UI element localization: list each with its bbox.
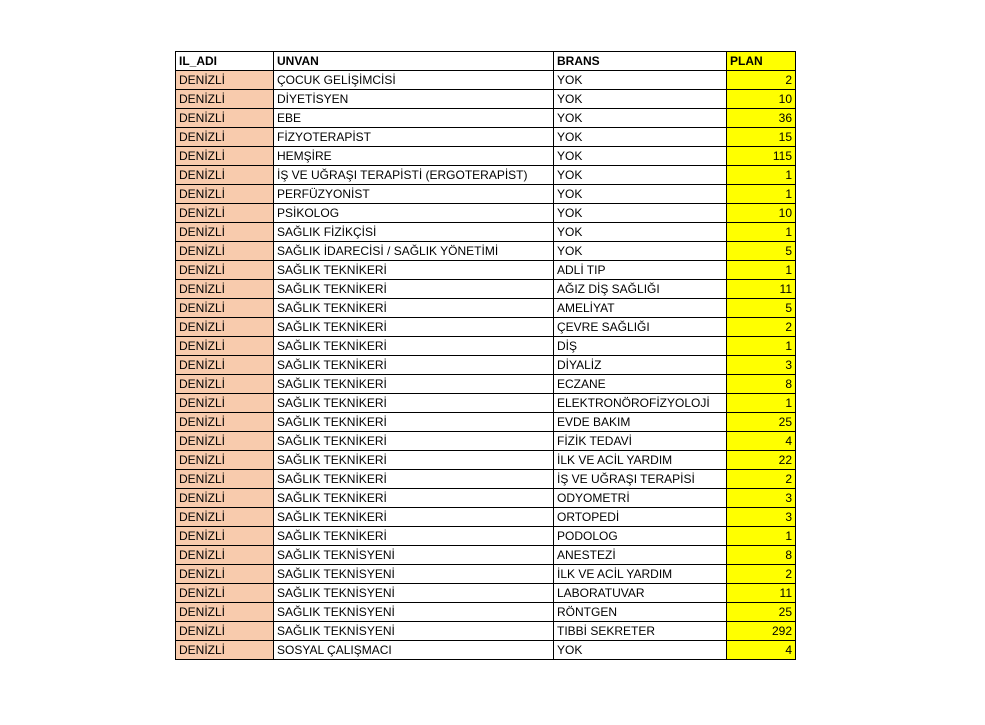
cell-plan[interactable]: 36 (727, 109, 796, 128)
header-brans[interactable]: BRANS (554, 52, 727, 71)
cell-unvan[interactable]: DİYETİSYEN (274, 90, 554, 109)
cell-unvan[interactable]: SAĞLIK TEKNİKERİ (274, 261, 554, 280)
cell-plan[interactable]: 8 (727, 375, 796, 394)
header-plan[interactable]: PLAN (727, 52, 796, 71)
cell-unvan[interactable]: SAĞLIK TEKNİKERİ (274, 299, 554, 318)
cell-brans[interactable]: ADLİ TIP (554, 261, 727, 280)
cell-plan[interactable]: 15 (727, 128, 796, 147)
cell-plan[interactable]: 292 (727, 622, 796, 641)
cell-il-adi[interactable]: DENİZLİ (176, 128, 274, 147)
table-row (176, 641, 796, 660)
cell-il-adi[interactable]: DENİZLİ (176, 584, 274, 603)
cell-unvan[interactable]: SAĞLIK TEKNİKERİ (274, 337, 554, 356)
table-row (176, 147, 796, 166)
cell-unvan[interactable]: SAĞLIK TEKNİKERİ (274, 470, 554, 489)
cell-il-adi[interactable]: DENİZLİ (176, 603, 274, 622)
cell-plan[interactable]: 4 (727, 641, 796, 660)
cell-unvan[interactable]: PERFÜZYONİST (274, 185, 554, 204)
cell-brans[interactable]: EVDE BAKIM (554, 413, 727, 432)
cell-brans[interactable]: İŞ VE UĞRAŞI TERAPİSİ (554, 470, 727, 489)
table-row (176, 223, 796, 242)
cell-brans[interactable]: YOK (554, 185, 727, 204)
cell-il-adi[interactable]: DENİZLİ (176, 622, 274, 641)
table-row (176, 546, 796, 565)
cell-brans[interactable]: YOK (554, 223, 727, 242)
cell-plan[interactable]: 1 (727, 166, 796, 185)
cell-plan[interactable]: 3 (727, 356, 796, 375)
cell-il-adi[interactable]: DENİZLİ (176, 527, 274, 546)
cell-il-adi[interactable]: DENİZLİ (176, 413, 274, 432)
cell-unvan[interactable]: SAĞLIK TEKNİSYENİ (274, 622, 554, 641)
header-unvan[interactable]: UNVAN (274, 52, 554, 71)
table-row (176, 584, 796, 603)
cell-unvan[interactable]: SAĞLIK TEKNİSYENİ (274, 546, 554, 565)
cell-plan[interactable]: 2 (727, 318, 796, 337)
table-row (176, 356, 796, 375)
cell-il-adi[interactable]: DENİZLİ (176, 71, 274, 90)
table-row (176, 432, 796, 451)
cell-unvan[interactable]: SAĞLIK TEKNİKERİ (274, 356, 554, 375)
cell-brans[interactable]: DİŞ (554, 337, 727, 356)
cell-plan[interactable]: 1 (727, 185, 796, 204)
cell-il-adi[interactable]: DENİZLİ (176, 147, 274, 166)
cell-plan[interactable]: 8 (727, 546, 796, 565)
cell-plan[interactable]: 22 (727, 451, 796, 470)
table-row (176, 166, 796, 185)
table-row (176, 318, 796, 337)
table-row (176, 128, 796, 147)
cell-plan[interactable]: 11 (727, 280, 796, 299)
table-row (176, 508, 796, 527)
cell-plan[interactable]: 1 (727, 223, 796, 242)
cell-brans[interactable]: YOK (554, 166, 727, 185)
cell-plan[interactable]: 2 (727, 470, 796, 489)
cell-plan[interactable]: 10 (727, 204, 796, 223)
cell-brans[interactable]: DİYALİZ (554, 356, 727, 375)
header-il-adi[interactable]: IL_ADI (176, 52, 274, 71)
cell-brans[interactable]: AMELİYAT (554, 299, 727, 318)
cell-unvan[interactable]: SAĞLIK İDARECİSİ / SAĞLIK YÖNETİMİ (274, 242, 554, 261)
cell-unvan[interactable]: SAĞLIK TEKNİSYENİ (274, 584, 554, 603)
cell-il-adi[interactable]: DENİZLİ (176, 261, 274, 280)
cell-brans[interactable]: İLK VE ACİL YARDIM (554, 451, 727, 470)
cell-brans[interactable]: ECZANE (554, 375, 727, 394)
cell-unvan[interactable]: İŞ VE UĞRAŞI TERAPİSTİ (ERGOTERAPİST) (274, 166, 554, 185)
table-row (176, 261, 796, 280)
cell-plan[interactable]: 4 (727, 432, 796, 451)
cell-il-adi[interactable]: DENİZLİ (176, 470, 274, 489)
cell-unvan[interactable]: SAĞLIK FİZİKÇİSİ (274, 223, 554, 242)
cell-il-adi[interactable]: DENİZLİ (176, 223, 274, 242)
cell-brans[interactable]: YOK (554, 204, 727, 223)
cell-plan[interactable]: 2 (727, 71, 796, 90)
cell-unvan[interactable]: EBE (274, 109, 554, 128)
table-row (176, 90, 796, 109)
cell-brans[interactable]: YOK (554, 641, 727, 660)
cell-unvan[interactable]: SAĞLIK TEKNİKERİ (274, 413, 554, 432)
cell-unvan[interactable]: SAĞLIK TEKNİKERİ (274, 394, 554, 413)
cell-brans[interactable]: FİZİK TEDAVİ (554, 432, 727, 451)
cell-il-adi[interactable]: DENİZLİ (176, 394, 274, 413)
cell-brans[interactable]: LABORATUVAR (554, 584, 727, 603)
cell-il-adi[interactable]: DENİZLİ (176, 375, 274, 394)
cell-il-adi[interactable]: DENİZLİ (176, 451, 274, 470)
table-row (176, 280, 796, 299)
cell-brans[interactable]: YOK (554, 71, 727, 90)
cell-il-adi[interactable]: DENİZLİ (176, 280, 274, 299)
table-row (176, 337, 796, 356)
cell-unvan[interactable]: FİZYOTERAPİST (274, 128, 554, 147)
cell-plan[interactable]: 3 (727, 508, 796, 527)
cell-brans[interactable]: YOK (554, 242, 727, 261)
cell-il-adi[interactable]: DENİZLİ (176, 565, 274, 584)
table-row (176, 527, 796, 546)
cell-unvan[interactable]: SAĞLIK TEKNİSYENİ (274, 603, 554, 622)
cell-brans[interactable]: ÇEVRE SAĞLIĞI (554, 318, 727, 337)
table-row (176, 622, 796, 641)
cell-unvan[interactable]: SAĞLIK TEKNİKERİ (274, 318, 554, 337)
cell-unvan[interactable]: SAĞLIK TEKNİKERİ (274, 432, 554, 451)
cell-unvan[interactable]: SAĞLIK TEKNİSYENİ (274, 565, 554, 584)
cell-plan[interactable]: 5 (727, 299, 796, 318)
cell-brans[interactable]: AĞIZ DİŞ SAĞLIĞI (554, 280, 727, 299)
cell-il-adi[interactable]: DENİZLİ (176, 432, 274, 451)
table-row (176, 71, 796, 90)
table-row (176, 242, 796, 261)
cell-il-adi[interactable]: DENİZLİ (176, 109, 274, 128)
table-row (176, 109, 796, 128)
cell-plan[interactable]: 1 (727, 394, 796, 413)
cell-il-adi[interactable]: DENİZLİ (176, 185, 274, 204)
table-row (176, 185, 796, 204)
table-row (176, 299, 796, 318)
cell-plan[interactable]: 2 (727, 565, 796, 584)
cell-brans[interactable]: ANESTEZİ (554, 546, 727, 565)
table-row (176, 394, 796, 413)
cell-unvan[interactable]: SAĞLIK TEKNİKERİ (274, 527, 554, 546)
table-row (176, 489, 796, 508)
cell-plan[interactable]: 115 (727, 147, 796, 166)
cell-plan[interactable]: 1 (727, 337, 796, 356)
cell-il-adi[interactable]: DENİZLİ (176, 508, 274, 527)
cell-il-adi[interactable]: DENİZLİ (176, 166, 274, 185)
cell-il-adi[interactable]: DENİZLİ (176, 242, 274, 261)
cell-unvan[interactable]: SAĞLIK TEKNİKERİ (274, 375, 554, 394)
cell-brans[interactable]: PODOLOG (554, 527, 727, 546)
cell-unvan[interactable]: ÇOCUK GELİŞİMCİSİ (274, 71, 554, 90)
cell-brans[interactable]: ELEKTRONÖROFİZYOLOJİ (554, 394, 727, 413)
header-row (176, 52, 796, 71)
cell-unvan[interactable]: PSİKOLOG (274, 204, 554, 223)
table-row (176, 451, 796, 470)
cell-il-adi[interactable]: DENİZLİ (176, 489, 274, 508)
cell-il-adi[interactable]: DENİZLİ (176, 356, 274, 375)
cell-il-adi[interactable]: DENİZLİ (176, 641, 274, 660)
cell-il-adi[interactable]: DENİZLİ (176, 90, 274, 109)
cell-plan[interactable]: 1 (727, 261, 796, 280)
cell-unvan[interactable]: HEMŞİRE (274, 147, 554, 166)
cell-brans[interactable]: ORTOPEDİ (554, 508, 727, 527)
cell-brans[interactable]: RÖNTGEN (554, 603, 727, 622)
cell-plan[interactable]: 5 (727, 242, 796, 261)
cell-plan[interactable]: 1 (727, 527, 796, 546)
cell-il-adi[interactable]: DENİZLİ (176, 318, 274, 337)
spreadsheet-table (175, 51, 796, 660)
cell-plan[interactable]: 10 (727, 90, 796, 109)
cell-unvan[interactable]: SAĞLIK TEKNİKERİ (274, 489, 554, 508)
cell-brans[interactable]: YOK (554, 109, 727, 128)
table-row (176, 375, 796, 394)
cell-brans[interactable]: YOK (554, 90, 727, 109)
table-row (176, 603, 796, 622)
cell-brans[interactable]: TIBBİ SEKRETER (554, 622, 727, 641)
cell-unvan[interactable]: SAĞLIK TEKNİKERİ (274, 280, 554, 299)
cell-il-adi[interactable]: DENİZLİ (176, 337, 274, 356)
cell-il-adi[interactable]: DENİZLİ (176, 204, 274, 223)
cell-plan[interactable]: 11 (727, 584, 796, 603)
cell-brans[interactable]: ODYOMETRİ (554, 489, 727, 508)
table-row (176, 204, 796, 223)
cell-plan[interactable]: 25 (727, 603, 796, 622)
cell-unvan[interactable]: SAĞLIK TEKNİKERİ (274, 451, 554, 470)
cell-plan[interactable]: 3 (727, 489, 796, 508)
cell-brans[interactable]: YOK (554, 147, 727, 166)
cell-unvan[interactable]: SAĞLIK TEKNİKERİ (274, 508, 554, 527)
table-row (176, 413, 796, 432)
cell-plan[interactable]: 25 (727, 413, 796, 432)
table-row (176, 470, 796, 489)
cell-brans[interactable]: YOK (554, 128, 727, 147)
table-row (176, 565, 796, 584)
cell-brans[interactable]: İLK VE ACİL YARDIM (554, 565, 727, 584)
cell-unvan[interactable]: SOSYAL ÇALIŞMACI (274, 641, 554, 660)
cell-il-adi[interactable]: DENİZLİ (176, 546, 274, 565)
cell-il-adi[interactable]: DENİZLİ (176, 299, 274, 318)
